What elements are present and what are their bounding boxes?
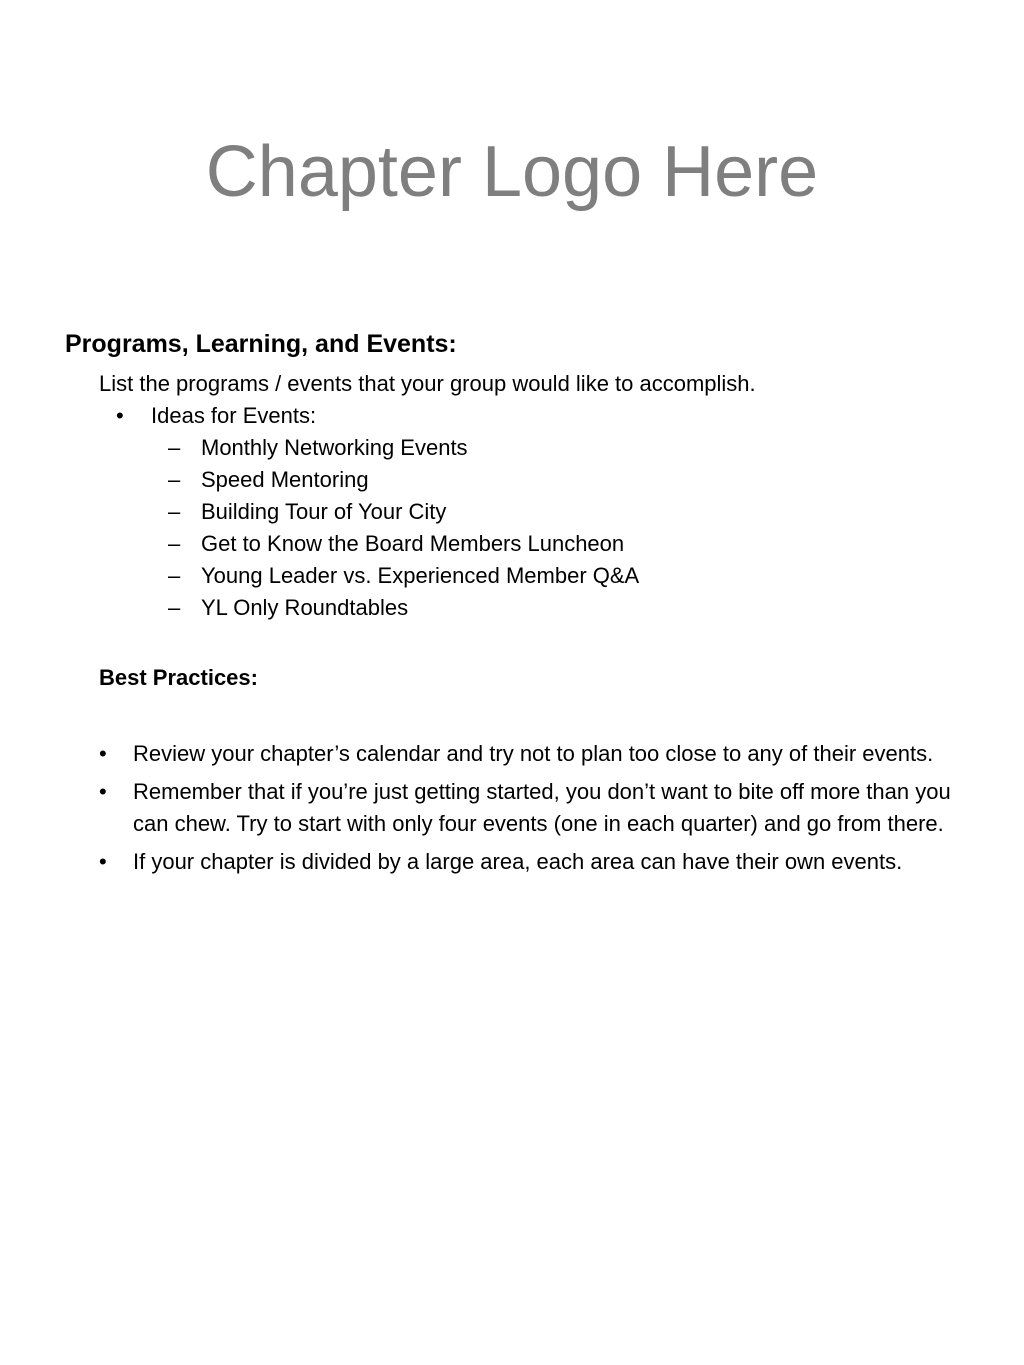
idea-item [0,528,1024,560]
idea-item [0,496,1024,528]
idea-item [0,592,1024,624]
dash-marker: – [168,595,181,620]
chapter-logo-placeholder: Chapter Logo Here [205,132,819,212]
ideas-label: Ideas for Events: [151,403,317,428]
idea-text: YL Only Roundtables [201,595,409,620]
programs-intro: List the programs / events that your group would like to accomplish. [99,371,756,396]
idea-item [0,560,1024,592]
best-practices-heading: Best Practices: [99,665,258,690]
idea-text: Building Tour of Your City [201,499,447,524]
idea-text: Get to Know the Board Members Luncheon [201,531,625,556]
bullet-marker: • [116,403,124,428]
best-practice-text: Remember that if you’re just getting started, you don’t want to bite off more than you can chew. Try to start with only four events (one in each quarter) and go from there. [133,779,951,836]
idea-text: Monthly Networking Events [201,435,468,460]
ideas-list [0,400,1024,624]
best-practices-list [0,738,1024,884]
idea-item [0,432,1024,464]
idea-item [0,464,1024,496]
best-practice-item [0,776,1024,840]
dash-marker: – [168,435,181,460]
idea-text: Speed Mentoring [201,467,369,492]
bullet-marker: • [99,741,107,766]
dash-marker: – [168,563,181,588]
bullet-marker: • [99,779,107,804]
bullet-marker: • [99,849,107,874]
ideas-label-item [0,400,1024,432]
best-practice-text: Review your chapter’s calendar and try not to plan too close to any of their events. [133,741,934,766]
dash-marker: – [168,499,181,524]
programs-heading: Programs, Learning, and Events: [65,330,457,358]
dash-marker: – [168,531,181,556]
best-practice-item [0,738,1024,770]
dash-marker: – [168,467,181,492]
idea-text: Young Leader vs. Experienced Member Q&A [201,563,640,588]
best-practice-item [0,846,1024,878]
best-practice-text: If your chapter is divided by a large area, each area can have their own events. [133,849,903,874]
